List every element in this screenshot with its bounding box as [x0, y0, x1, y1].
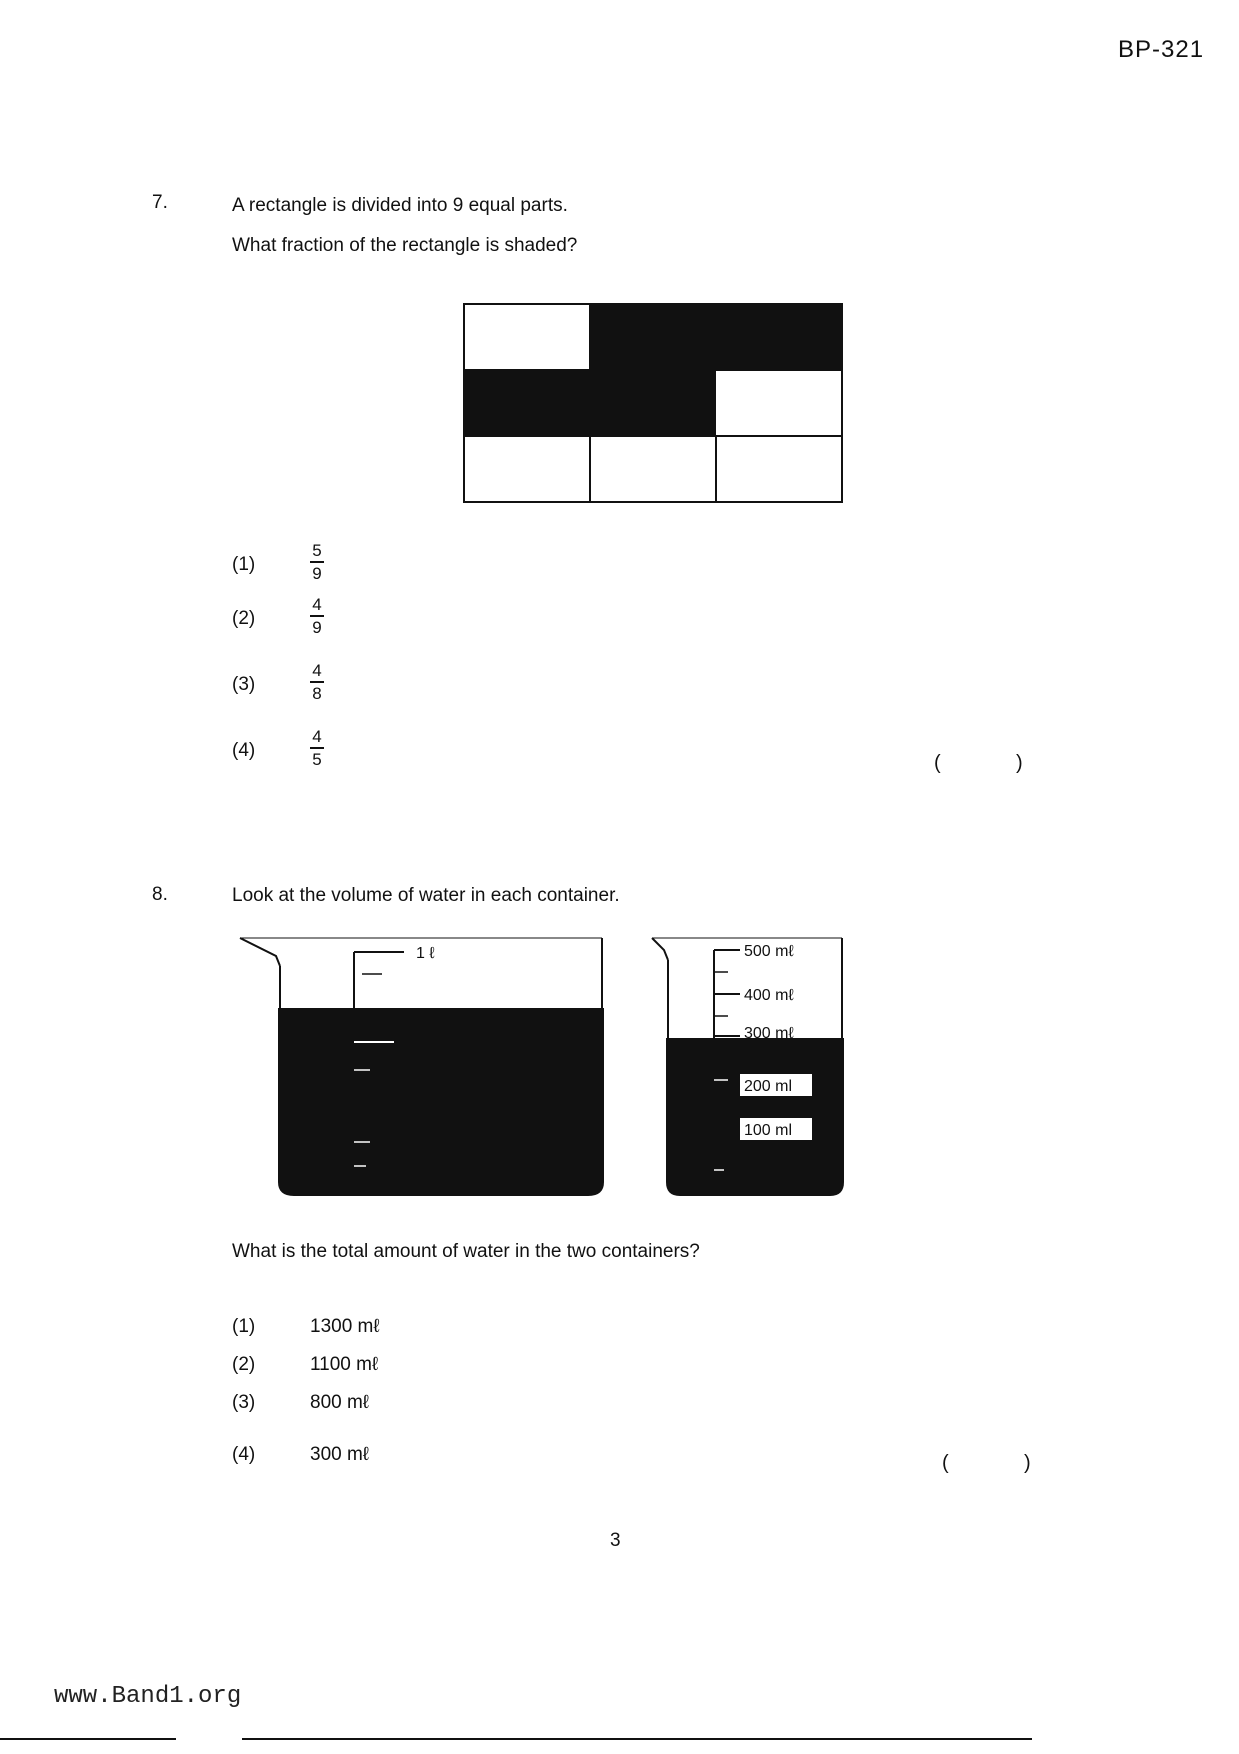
q7-option-4-fraction [310, 728, 324, 768]
shaded-part [464, 370, 716, 436]
q8-answer-open: ( [942, 1452, 949, 1474]
q7-answer-open: ( [934, 752, 941, 774]
numerator: 4 [312, 727, 322, 746]
q8-option-2-text: 1100 mℓ [310, 1354, 379, 1375]
denominator: 9 [312, 618, 322, 637]
denominator: 8 [312, 684, 322, 703]
numerator: 4 [312, 595, 322, 614]
paper-code: BP-321 [1118, 36, 1205, 63]
denominator: 5 [312, 750, 322, 769]
q7-option-1-fraction [310, 542, 324, 582]
q8-option-4-text: 300 mℓ [310, 1444, 369, 1465]
scale-label-100: 100 ml [744, 1122, 793, 1139]
footer-rule-right [242, 1738, 1032, 1740]
q8-answer-close: ) [1024, 1452, 1031, 1474]
q8-option-3-label: (3) [232, 1392, 256, 1413]
scale-label-200: 200 ml [744, 1078, 793, 1095]
q7-line-2: What fraction of the rectangle is shaded? [232, 235, 578, 256]
q8-question: What is the total amount of water in the two containers? [232, 1241, 700, 1262]
q8-option-4-label: (4) [232, 1444, 256, 1465]
q8-number: 8. [152, 884, 168, 905]
q7-answer-close: ) [1016, 752, 1023, 774]
scale-label-400: 400 mℓ [744, 987, 794, 1004]
q8-option-2-label: (2) [232, 1354, 256, 1375]
beaker-2 [648, 930, 854, 1204]
q7-number: 7. [152, 192, 168, 213]
scale-label-500: 500 mℓ [744, 943, 794, 960]
q7-option-1-label: (1) [232, 554, 256, 575]
footer-url: www.Band1.org [54, 1683, 242, 1710]
beaker-2-spout [652, 938, 668, 960]
numerator: 4 [312, 661, 322, 680]
q8-option-3-text: 800 mℓ [310, 1392, 369, 1413]
q8-option-1-label: (1) [232, 1316, 256, 1337]
scale-label-300: 300 mℓ [744, 1025, 794, 1042]
footer-rule-left [0, 1738, 176, 1740]
denominator: 9 [312, 564, 322, 583]
numerator: 5 [312, 541, 322, 560]
q7-option-3-fraction [310, 662, 324, 702]
q8-intro: Look at the volume of water in each container. [232, 885, 620, 906]
beaker-1 [236, 930, 608, 1204]
scale-label-1-litre: 1 ℓ [416, 945, 435, 962]
q7-option-4-label: (4) [232, 740, 256, 761]
q7-shaded-rectangle-diagram [460, 300, 850, 510]
beaker-1-spout [240, 938, 280, 966]
beaker-1-water [278, 1008, 604, 1196]
beaker-2-water [666, 1038, 844, 1196]
q7-option-2-label: (2) [232, 608, 256, 629]
q8-option-1-text: 1300 mℓ [310, 1316, 380, 1337]
q7-option-2-fraction [310, 596, 324, 636]
page-number: 3 [610, 1530, 621, 1551]
shaded-part [590, 304, 842, 370]
q7-line-1: A rectangle is divided into 9 equal parts. [232, 195, 568, 216]
q7-option-3-label: (3) [232, 674, 256, 695]
